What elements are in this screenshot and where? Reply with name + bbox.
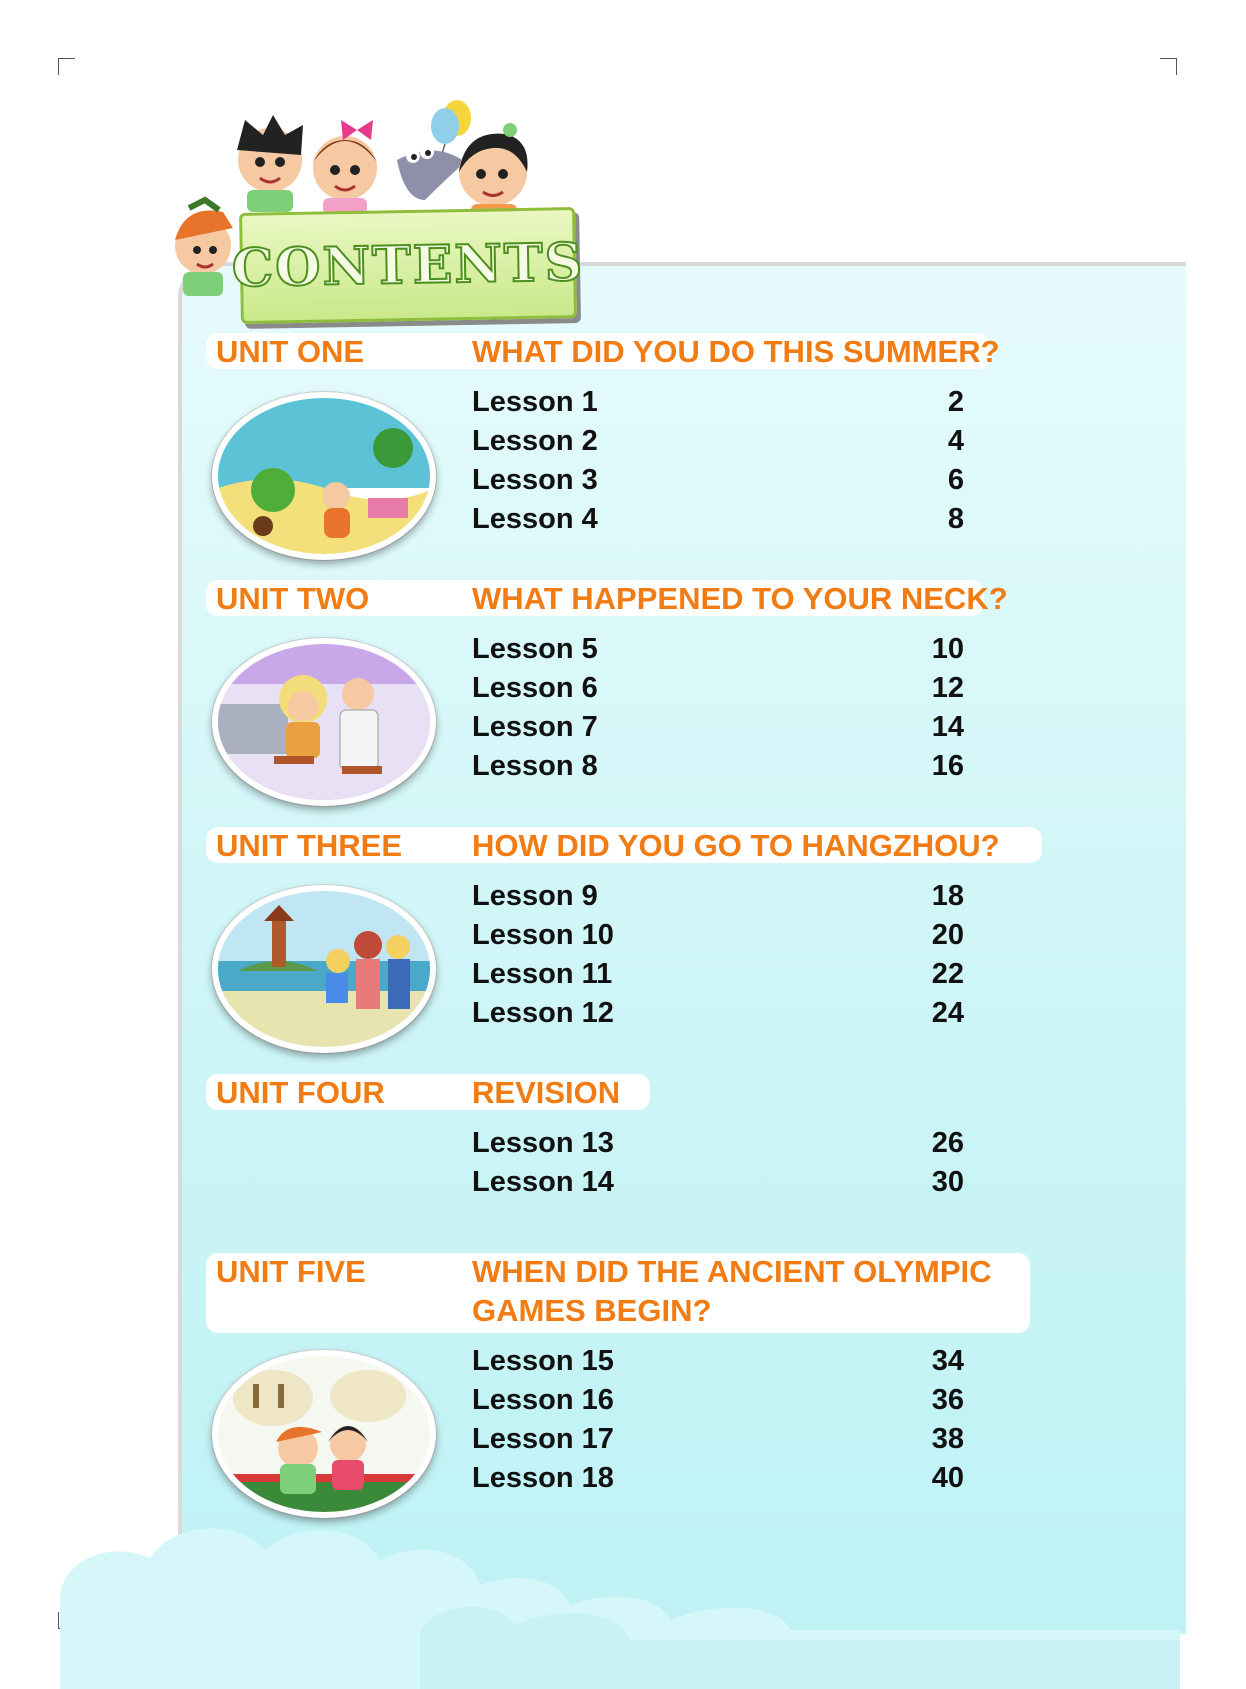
lesson-page[interactable]: 12 — [931, 672, 964, 704]
crop-mark-top-right — [1160, 58, 1177, 75]
unit-title: WHAT DID YOU DO THIS SUMMER? — [472, 334, 1000, 369]
lesson-page[interactable]: 16 — [931, 750, 964, 782]
page-title: CONTENTS — [231, 231, 585, 300]
unit-title-line-2: GAMES BEGIN? — [472, 1293, 712, 1328]
unit-title-line-1: WHEN DID THE ANCIENT OLYMPIC — [472, 1254, 992, 1289]
lesson-label[interactable]: Lesson 12 — [472, 997, 614, 1029]
lesson-page[interactable]: 30 — [931, 1166, 964, 1198]
lesson-page[interactable]: 40 — [931, 1462, 964, 1494]
unit-name: UNIT FIVE — [216, 1254, 366, 1289]
lesson-page[interactable]: 4 — [947, 425, 964, 457]
lesson-label[interactable]: Lesson 14 — [472, 1166, 614, 1198]
unit-one-illustration — [212, 392, 436, 560]
cloud-decoration — [0, 1480, 1246, 1689]
lesson-page[interactable]: 8 — [947, 503, 964, 535]
lesson-label[interactable]: Lesson 8 — [472, 750, 598, 782]
lesson-label[interactable]: Lesson 16 — [472, 1384, 614, 1416]
lesson-page[interactable]: 24 — [931, 997, 964, 1029]
unit-three-illustration — [212, 885, 436, 1053]
lesson-label[interactable]: Lesson 10 — [472, 919, 614, 951]
lesson-label[interactable]: Lesson 3 — [472, 464, 598, 496]
lesson-label[interactable]: Lesson 5 — [472, 633, 598, 665]
lesson-label[interactable]: Lesson 15 — [472, 1345, 614, 1377]
crop-mark-top-left — [58, 58, 75, 75]
lesson-label[interactable]: Lesson 18 — [472, 1462, 614, 1494]
lesson-page[interactable]: 34 — [931, 1345, 964, 1377]
contents-banner — [231, 207, 585, 324]
unit-two-illustration — [212, 638, 436, 806]
unit-five-illustration — [212, 1350, 436, 1518]
lesson-page[interactable]: 6 — [947, 464, 964, 496]
lesson-page[interactable]: 26 — [931, 1127, 964, 1159]
lesson-page[interactable]: 38 — [931, 1423, 964, 1455]
lesson-page[interactable]: 22 — [931, 958, 964, 990]
lesson-label[interactable]: Lesson 4 — [472, 503, 598, 535]
lesson-page[interactable]: 18 — [931, 880, 964, 912]
unit-title: WHAT HAPPENED TO YOUR NECK? — [472, 581, 1008, 616]
lesson-label[interactable]: Lesson 2 — [472, 425, 598, 457]
lesson-label[interactable]: Lesson 7 — [472, 711, 598, 743]
unit-name: UNIT THREE — [216, 828, 402, 863]
lesson-label[interactable]: Lesson 17 — [472, 1423, 614, 1455]
lesson-label[interactable]: Lesson 13 — [472, 1127, 614, 1159]
unit-title: REVISION — [472, 1075, 621, 1110]
lesson-label[interactable]: Lesson 6 — [472, 672, 598, 704]
lesson-page[interactable]: 2 — [947, 386, 964, 418]
lesson-label[interactable]: Lesson 9 — [472, 880, 598, 912]
unit-name: UNIT FOUR — [216, 1075, 385, 1110]
lesson-page[interactable]: 10 — [931, 633, 964, 665]
lesson-page[interactable]: 36 — [931, 1384, 964, 1416]
lesson-page[interactable]: 14 — [931, 711, 964, 743]
lesson-page[interactable]: 20 — [931, 919, 964, 951]
unit-title: HOW DID YOU GO TO HANGZHOU? — [472, 828, 1000, 863]
unit-name: UNIT ONE — [216, 334, 365, 369]
lesson-label[interactable]: Lesson 11 — [472, 958, 613, 990]
unit-name: UNIT TWO — [216, 581, 370, 616]
lesson-label[interactable]: Lesson 1 — [472, 386, 598, 418]
